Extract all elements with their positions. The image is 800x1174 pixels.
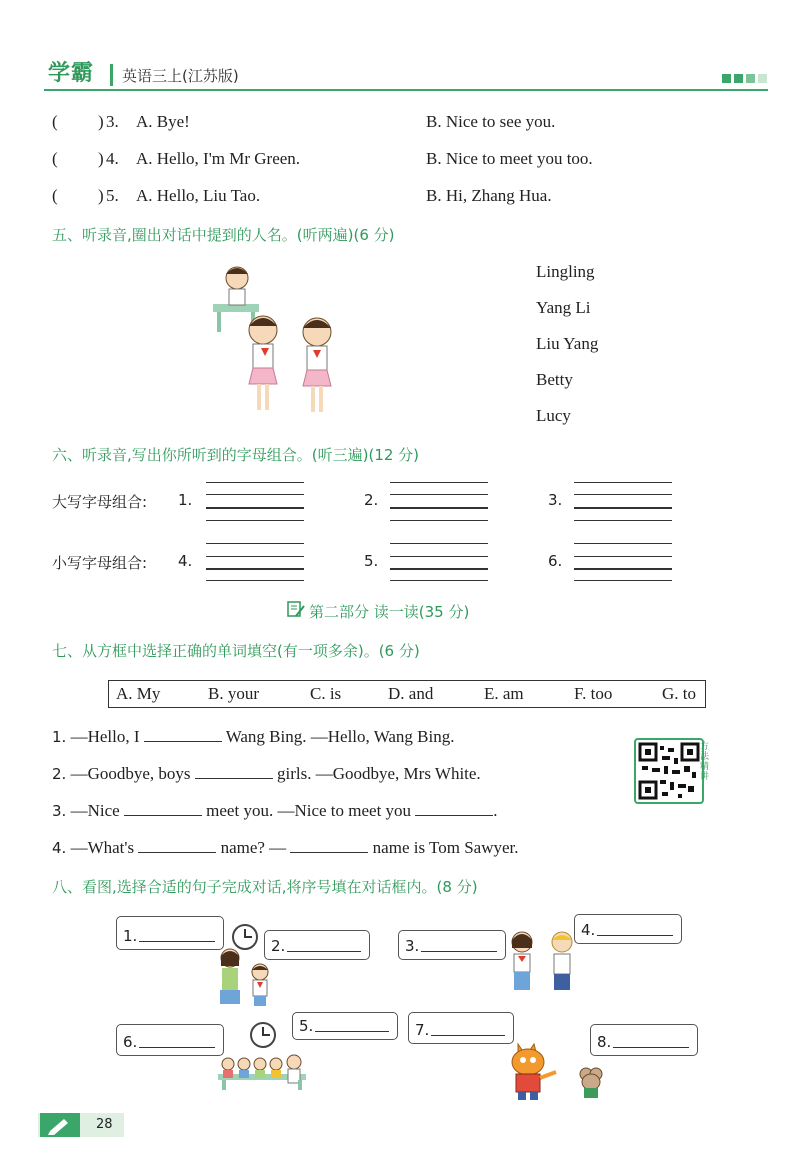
dialogue-bubble-3[interactable]: 3. — [398, 930, 506, 960]
section-8-title: 八、看图,选择合适的句子完成对话,将序号填在对话框内。(8 分) — [52, 878, 478, 896]
answer-blank[interactable] — [195, 764, 273, 779]
question-number: 4. — [106, 149, 119, 168]
qr-note-label: 方法精讲 — [700, 742, 710, 782]
name-option: Liu Yang — [536, 334, 599, 353]
two-children-illustration — [506, 928, 582, 994]
header-square-2 — [734, 74, 743, 83]
brand-logo: 学霸 — [48, 61, 95, 86]
question-number: 5. — [106, 186, 119, 205]
answer-number: 1. — [178, 491, 193, 509]
word-option: G. to — [662, 684, 696, 703]
answer-paren-close: ) — [98, 149, 104, 168]
section-5-title: 五、听录音,圈出对话中提到的人名。(听两遍)(6 分) — [52, 226, 395, 244]
section-7-title: 七、从方框中选择正确的单词填空(有一项多余)。(6 分) — [52, 642, 420, 660]
answer-number: 5. — [364, 552, 379, 570]
answer-blank[interactable] — [290, 838, 368, 853]
dialogue-bubble-8[interactable]: 8. — [590, 1024, 698, 1056]
header-divider — [110, 64, 113, 86]
dialogue-bubble-4[interactable]: 4. — [574, 914, 682, 944]
word-option: D. and — [388, 684, 434, 703]
dialogue-bubble-1[interactable]: 1. — [116, 916, 224, 950]
option-b: B. Hi, Zhang Hua. — [426, 186, 552, 205]
fill-blank-item: 1. —Hello, I Wang Bing. —Hello, Wang Bing. — [52, 727, 455, 746]
answer-paren-open: ( — [52, 186, 58, 205]
clock-icon — [250, 1022, 276, 1048]
page-number: 28 — [96, 1117, 113, 1132]
header-rule — [44, 89, 768, 91]
dialogue-bubble-7[interactable]: 7. — [408, 1012, 514, 1044]
answer-paren-close: ) — [98, 186, 104, 205]
section-6-title: 六、听录音,写出你所听到的字母组合。(听三遍)(12 分) — [52, 446, 420, 464]
answer-number: 3. — [548, 491, 563, 509]
answer-paren-open: ( — [52, 149, 58, 168]
name-option: Betty — [536, 370, 573, 389]
uppercase-label: 大写字母组合: — [52, 493, 148, 511]
fill-blank-item: 4. —What's name? — name is Tom Sawyer. — [52, 838, 519, 857]
option-a: A. Hello, Liu Tao. — [136, 186, 261, 205]
answer-paren-open: ( — [52, 112, 58, 131]
pencil-glyph-icon — [40, 1113, 80, 1137]
name-option: Lucy — [536, 406, 571, 425]
option-a: A. Hello, I'm Mr Green. — [136, 149, 301, 168]
teacher-student-illustration — [212, 944, 278, 1008]
word-option: A. My — [116, 684, 161, 703]
answer-blank[interactable] — [144, 727, 222, 742]
cat-and-mouse-illustration — [504, 1036, 616, 1102]
header-square-3 — [746, 74, 755, 83]
answer-number: 2. — [364, 491, 379, 509]
option-b: B. Nice to see you. — [426, 112, 556, 131]
qr-code[interactable] — [634, 738, 704, 804]
word-option: B. your — [208, 684, 259, 703]
fill-blank-item: 3. —Nice meet you. —Nice to meet you . — [52, 801, 498, 820]
name-option: Yang Li — [536, 298, 591, 317]
answer-blank[interactable] — [138, 838, 216, 853]
answer-blank[interactable] — [124, 801, 202, 816]
pencil-icon — [40, 1113, 80, 1137]
question-number: 3. — [106, 112, 119, 131]
option-a: A. Bye! — [136, 112, 190, 131]
answer-blank[interactable] — [415, 801, 493, 816]
word-option: F. too — [574, 684, 613, 703]
book-title: 英语三上(江苏版) — [122, 67, 239, 85]
header-square-1 — [722, 74, 731, 83]
part-2-title: 第二部分 读一读(35 分) — [309, 603, 470, 621]
answer-number: 4. — [178, 552, 193, 570]
name-option: Lingling — [536, 262, 595, 281]
qr-pattern-icon — [638, 742, 700, 800]
word-option: C. is — [310, 684, 342, 703]
notebook-pencil-icon — [287, 600, 305, 618]
dialogue-bubble-2[interactable]: 2. — [264, 930, 370, 960]
classroom-illustration — [218, 1052, 306, 1092]
dialogue-bubble-5[interactable]: 5. — [292, 1012, 398, 1040]
header-square-4 — [758, 74, 767, 83]
fill-blank-item: 2. —Goodbye, boys girls. —Goodbye, Mrs White. — [52, 764, 481, 783]
dialogue-bubble-6[interactable]: 6. — [116, 1024, 224, 1056]
word-option: E. am — [484, 684, 524, 703]
option-b: B. Nice to meet you too. — [426, 149, 593, 168]
answer-paren-close: ) — [98, 112, 104, 131]
students-illustration — [205, 260, 345, 422]
lowercase-label: 小写字母组合: — [52, 554, 148, 572]
answer-number: 6. — [548, 552, 563, 570]
